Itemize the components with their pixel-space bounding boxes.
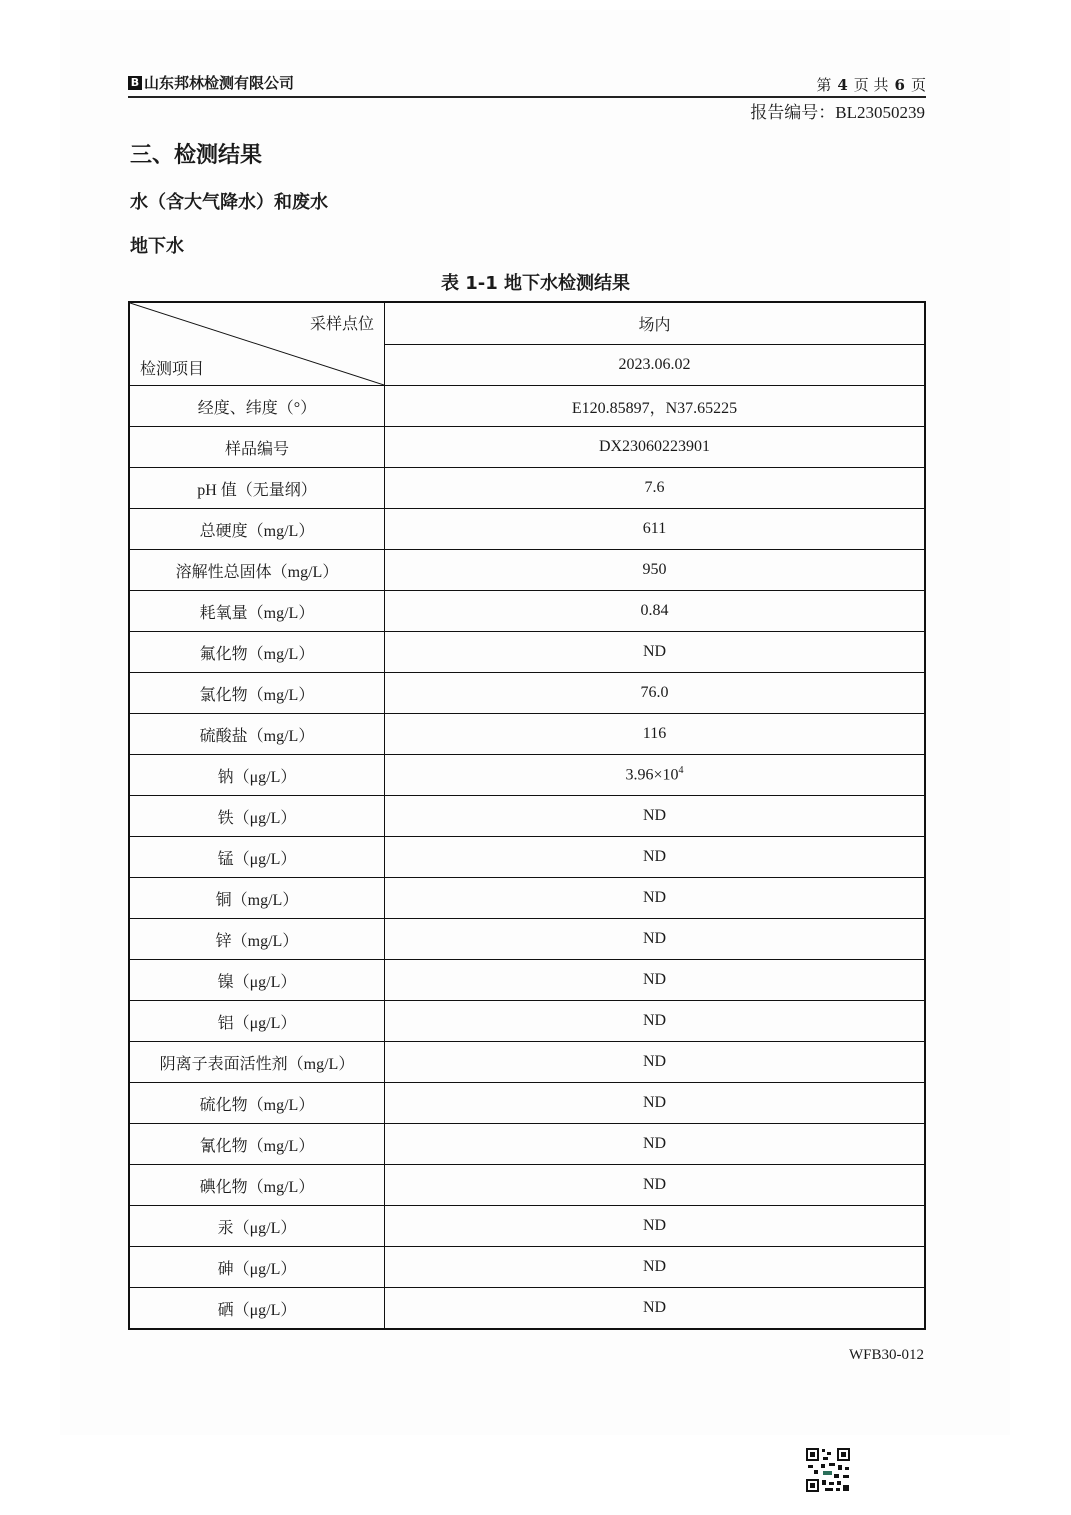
- table-row: [129, 878, 925, 919]
- result-text: 116: [642, 725, 667, 742]
- result-text: ND: [642, 807, 667, 824]
- form-code: WFB30-012: [849, 1347, 924, 1363]
- table-row: [129, 386, 925, 427]
- test-item-label: 氯化物（mg/L）: [129, 673, 385, 714]
- table-row: [129, 1206, 925, 1247]
- test-result-value: [385, 755, 926, 796]
- test-item-label: 耗氧量（mg/L）: [129, 591, 385, 632]
- test-item-label: 硫化物（mg/L）: [129, 1083, 385, 1124]
- test-item-label: 阴离子表面活性剂（mg/L）: [129, 1042, 385, 1083]
- report-value: BL23050239: [835, 103, 925, 122]
- result-text: ND: [642, 1012, 667, 1029]
- test-result-value: [385, 714, 926, 755]
- company-label: 山东邦林检测有限公司: [144, 74, 295, 92]
- table-row: [129, 919, 925, 960]
- results-table: [128, 301, 926, 1330]
- test-item-label: 氰化物（mg/L）: [129, 1124, 385, 1165]
- table-row: [129, 509, 925, 550]
- subcategory-title: 地下水: [130, 236, 184, 257]
- report-number: [750, 98, 925, 123]
- page-prefix: 第: [816, 76, 832, 94]
- header-test-item: 检测项目: [140, 361, 205, 378]
- location-cell: 场内: [385, 302, 926, 344]
- table-row: [129, 1042, 925, 1083]
- table-row: [129, 755, 925, 796]
- table-row: [129, 1165, 925, 1206]
- test-result-value: [385, 509, 926, 550]
- table-row: [129, 714, 925, 755]
- test-result-value: [385, 427, 926, 468]
- test-item-label: 溶解性总固体（mg/L）: [129, 550, 385, 591]
- table-row: [129, 837, 925, 878]
- result-text: ND: [642, 1258, 667, 1275]
- result-text: ND: [642, 1176, 667, 1193]
- test-result-value: [385, 960, 926, 1001]
- test-result-value: [385, 591, 926, 632]
- section-title: 三、检测结果: [130, 143, 263, 168]
- test-item-label: 锌（mg/L）: [129, 919, 385, 960]
- result-text: ND: [642, 643, 667, 660]
- test-result-value: [385, 1083, 926, 1124]
- result-text: ND: [642, 1299, 667, 1316]
- qr-code-icon: [805, 1447, 851, 1493]
- table-row: [129, 550, 925, 591]
- test-result-value: [385, 386, 926, 427]
- table-row: [129, 1001, 925, 1042]
- table-row: [129, 1247, 925, 1288]
- table-row: [129, 1083, 925, 1124]
- test-result-value: [385, 673, 926, 714]
- table-row: [129, 591, 925, 632]
- table-row: [129, 1124, 925, 1165]
- company-name: [128, 72, 294, 93]
- test-item-label: 经度、纬度（°）: [129, 386, 385, 427]
- result-text: 3.96×10: [625, 766, 679, 784]
- page-header: [128, 70, 926, 98]
- test-result-value: [385, 1042, 926, 1083]
- page-number: [816, 74, 926, 95]
- result-text: ND: [642, 1135, 667, 1152]
- test-result-value: [385, 1001, 926, 1042]
- test-result-value: [385, 468, 926, 509]
- result-text: 950: [642, 561, 667, 578]
- result-text: ND: [642, 1217, 667, 1234]
- test-result-value: [385, 1165, 926, 1206]
- test-result-value: [385, 878, 926, 919]
- table-caption: 表 1-1 地下水检测结果: [440, 273, 631, 294]
- table-row: [129, 632, 925, 673]
- result-text: 0.84: [640, 602, 669, 619]
- table-header-row: [129, 302, 925, 344]
- table-row: [129, 1288, 925, 1330]
- test-item-label: 硫酸盐（mg/L）: [129, 714, 385, 755]
- table-row: [129, 673, 925, 714]
- test-result-value: [385, 632, 926, 673]
- category-title: 水（含大气降水）和废水: [130, 192, 328, 213]
- test-result-value: [385, 1206, 926, 1247]
- report-label: 报告编号：: [750, 103, 836, 123]
- diagonal-header-cell: [129, 302, 385, 386]
- result-text: 611: [642, 520, 667, 537]
- header-sampling-point: 采样点位: [309, 316, 374, 333]
- result-text: ND: [642, 1094, 667, 1111]
- test-item-label: 锰（μg/L）: [129, 837, 385, 878]
- test-result-value: [385, 919, 926, 960]
- result-text: ND: [642, 848, 667, 865]
- page-total: 6: [894, 76, 905, 94]
- test-item-label: 样品编号: [129, 427, 385, 468]
- test-item-label: 砷（μg/L）: [129, 1247, 385, 1288]
- test-item-label: pH 值（无量纲）: [129, 468, 385, 509]
- test-result-value: [385, 1288, 926, 1330]
- test-result-value: [385, 796, 926, 837]
- date-cell: 2023.06.02: [385, 344, 926, 386]
- test-item-label: 铜（mg/L）: [129, 878, 385, 919]
- page-middle: 页 共: [853, 76, 889, 94]
- table-row: [129, 796, 925, 837]
- table-row: [129, 468, 925, 509]
- result-text: 7.6: [644, 479, 665, 496]
- test-result-value: [385, 1124, 926, 1165]
- test-item-label: 总硬度（mg/L）: [129, 509, 385, 550]
- test-result-value: [385, 1247, 926, 1288]
- result-text: ND: [642, 930, 667, 947]
- table-row: [129, 960, 925, 1001]
- table-row: [129, 427, 925, 468]
- test-result-value: [385, 837, 926, 878]
- test-item-label: 碘化物（mg/L）: [129, 1165, 385, 1206]
- test-result-value: [385, 550, 926, 591]
- test-item-label: 铝（μg/L）: [129, 1001, 385, 1042]
- result-text: ND: [642, 889, 667, 906]
- test-item-label: 氟化物（mg/L）: [129, 632, 385, 673]
- result-exponent: 4: [678, 765, 684, 777]
- result-text: DX23060223901: [598, 438, 711, 455]
- page-suffix: 页: [910, 76, 926, 94]
- test-item-label: 硒（μg/L）: [129, 1288, 385, 1330]
- result-text: ND: [642, 971, 667, 988]
- result-text: ND: [642, 1053, 667, 1070]
- result-text: 76.0: [640, 684, 669, 701]
- test-item-label: 镍（μg/L）: [129, 960, 385, 1001]
- page-current: 4: [837, 76, 848, 94]
- result-text: E120.85897，N37.65225: [571, 399, 738, 417]
- company-logo-icon: B: [128, 76, 142, 90]
- test-item-label: 铁（μg/L）: [129, 796, 385, 837]
- test-item-label: 汞（μg/L）: [129, 1206, 385, 1247]
- test-item-label: 钠（μg/L）: [129, 755, 385, 796]
